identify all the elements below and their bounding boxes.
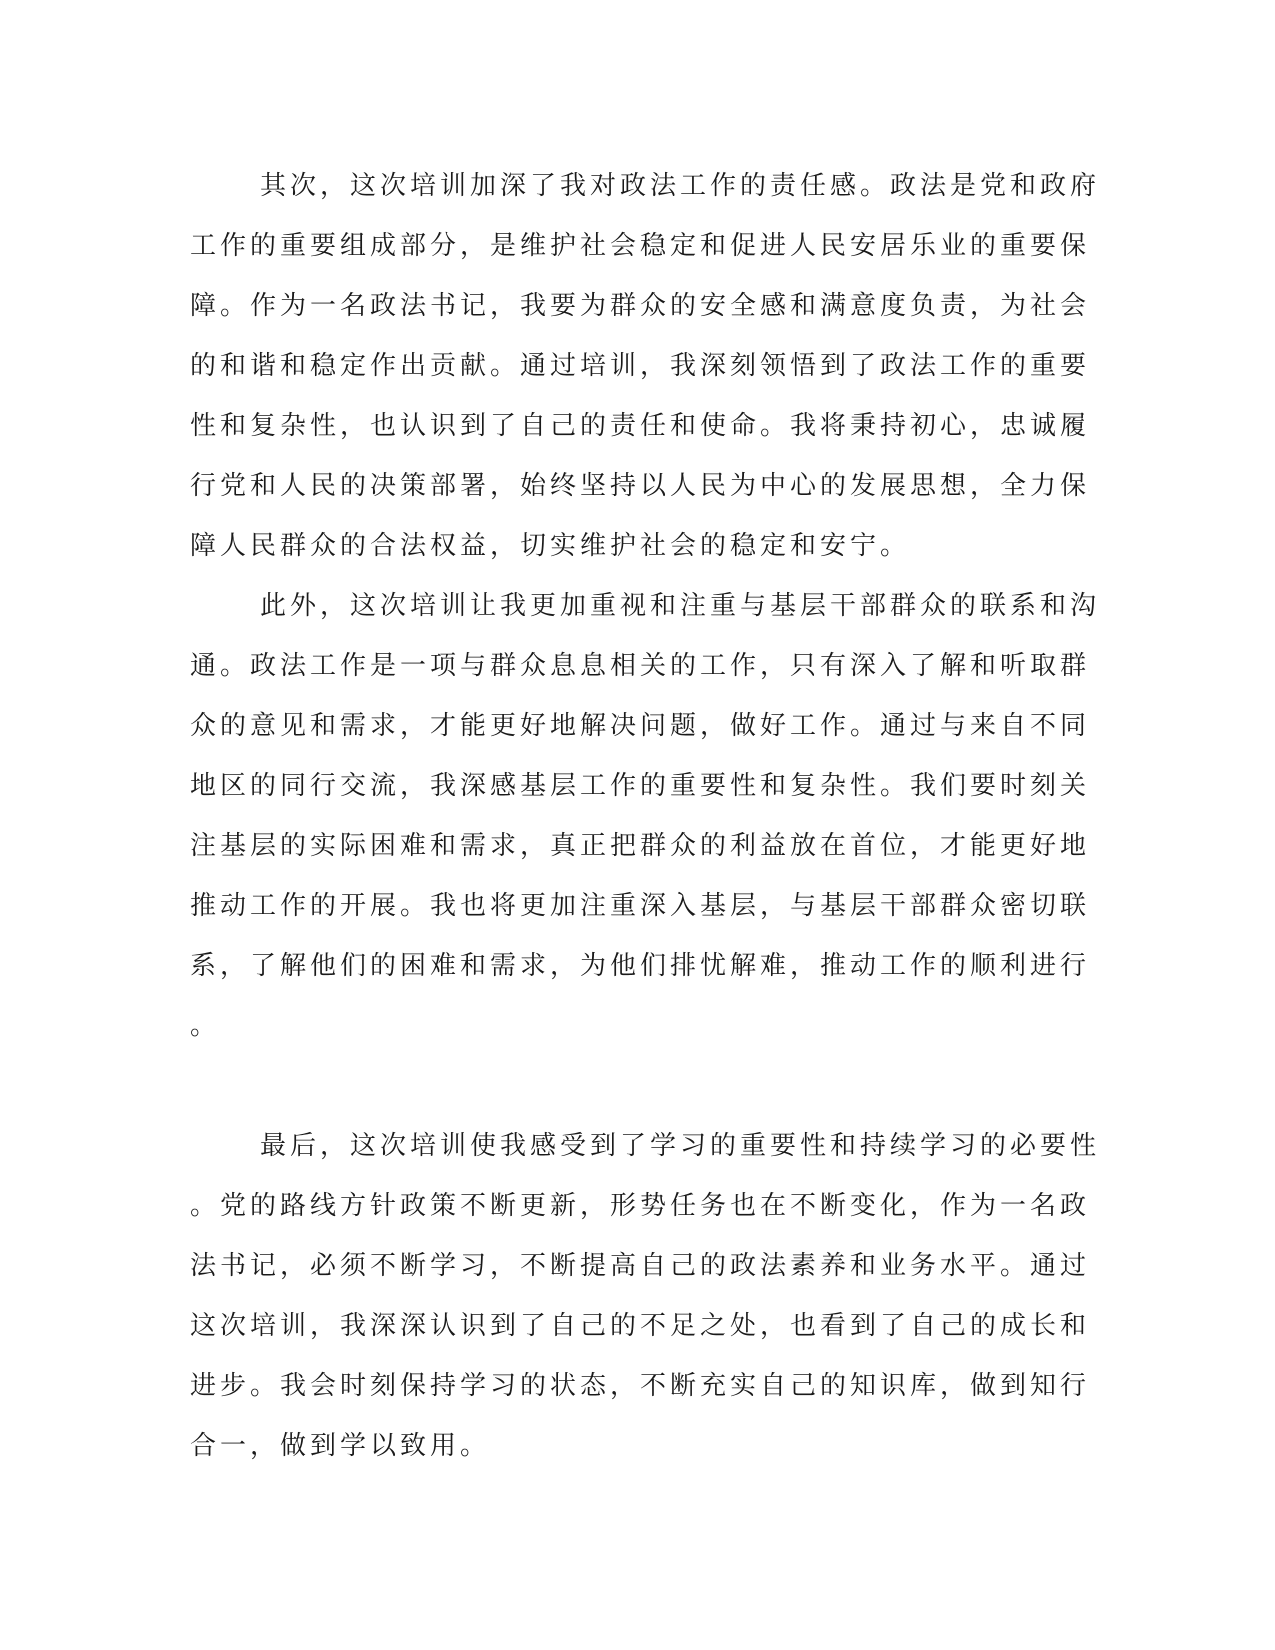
text-line: 这次培训，我深深认识到了自己的不足之处，也看到了自己的成长和 <box>190 1311 1091 1341</box>
text-line: 地区的同行交流，我深感基层工作的重要性和复杂性。我们要时刻关 <box>190 771 1091 801</box>
text-line: 此外，这次培训让我更加重视和注重与基层干部群众的联系和沟 <box>260 591 1101 621</box>
text-line: 行党和人民的决策部署，始终坚持以人民为中心的发展思想，全力保 <box>190 471 1091 501</box>
text-line: 众的意见和需求，才能更好地解决问题，做好工作。通过与来自不同 <box>190 711 1091 741</box>
paragraph <box>190 576 1101 1116</box>
text-line: 其次，这次培训加深了我对政法工作的责任感。政法是党和政府 <box>260 171 1101 201</box>
text-line: 障。作为一名政法书记，我要为群众的安全感和满意度负责，为社会 <box>190 291 1091 321</box>
paragraph <box>190 1116 1101 1476</box>
text-line: 障人民群众的合法权益，切实维护社会的稳定和安宁。 <box>190 531 911 561</box>
text-line: 的和谐和稳定作出贡献。通过培训，我深刻领悟到了政法工作的重要 <box>190 351 1091 381</box>
text-line <box>190 1056 1070 1116</box>
text-line: 通。政法工作是一项与群众息息相关的工作，只有深入了解和听取群 <box>190 651 1091 681</box>
text-line: 最后，这次培训使我感受到了学习的重要性和持续学习的必要性 <box>260 1131 1101 1161</box>
text-line: 。党的路线方针政策不断更新，形势任务也在不断变化，作为一名政 <box>190 1191 1091 1221</box>
text-line: 合一，做到学以致用。 <box>190 1431 491 1461</box>
text-line: 性和复杂性，也认识到了自己的责任和使命。我将秉持初心，忠诚履 <box>190 411 1091 441</box>
text-line: 推动工作的开展。我也将更加注重深入基层，与基层干部群众密切联 <box>190 891 1091 921</box>
document-body <box>190 156 1101 1476</box>
text-line: 注基层的实际困难和需求，真正把群众的利益放在首位，才能更好地 <box>190 831 1091 861</box>
text-line: 。 <box>190 1011 221 1041</box>
text-line: 法书记，必须不断学习，不断提高自己的政法素养和业务水平。通过 <box>190 1251 1091 1281</box>
text-line: 系，了解他们的困难和需求，为他们排忧解难，推动工作的顺利进行 <box>190 951 1091 981</box>
paragraph <box>190 156 1101 576</box>
text-line: 工作的重要组成部分，是维护社会稳定和促进人民安居乐业的重要保 <box>190 231 1091 261</box>
text-line: 进步。我会时刻保持学习的状态，不断充实自己的知识库，做到知行 <box>190 1371 1091 1401</box>
